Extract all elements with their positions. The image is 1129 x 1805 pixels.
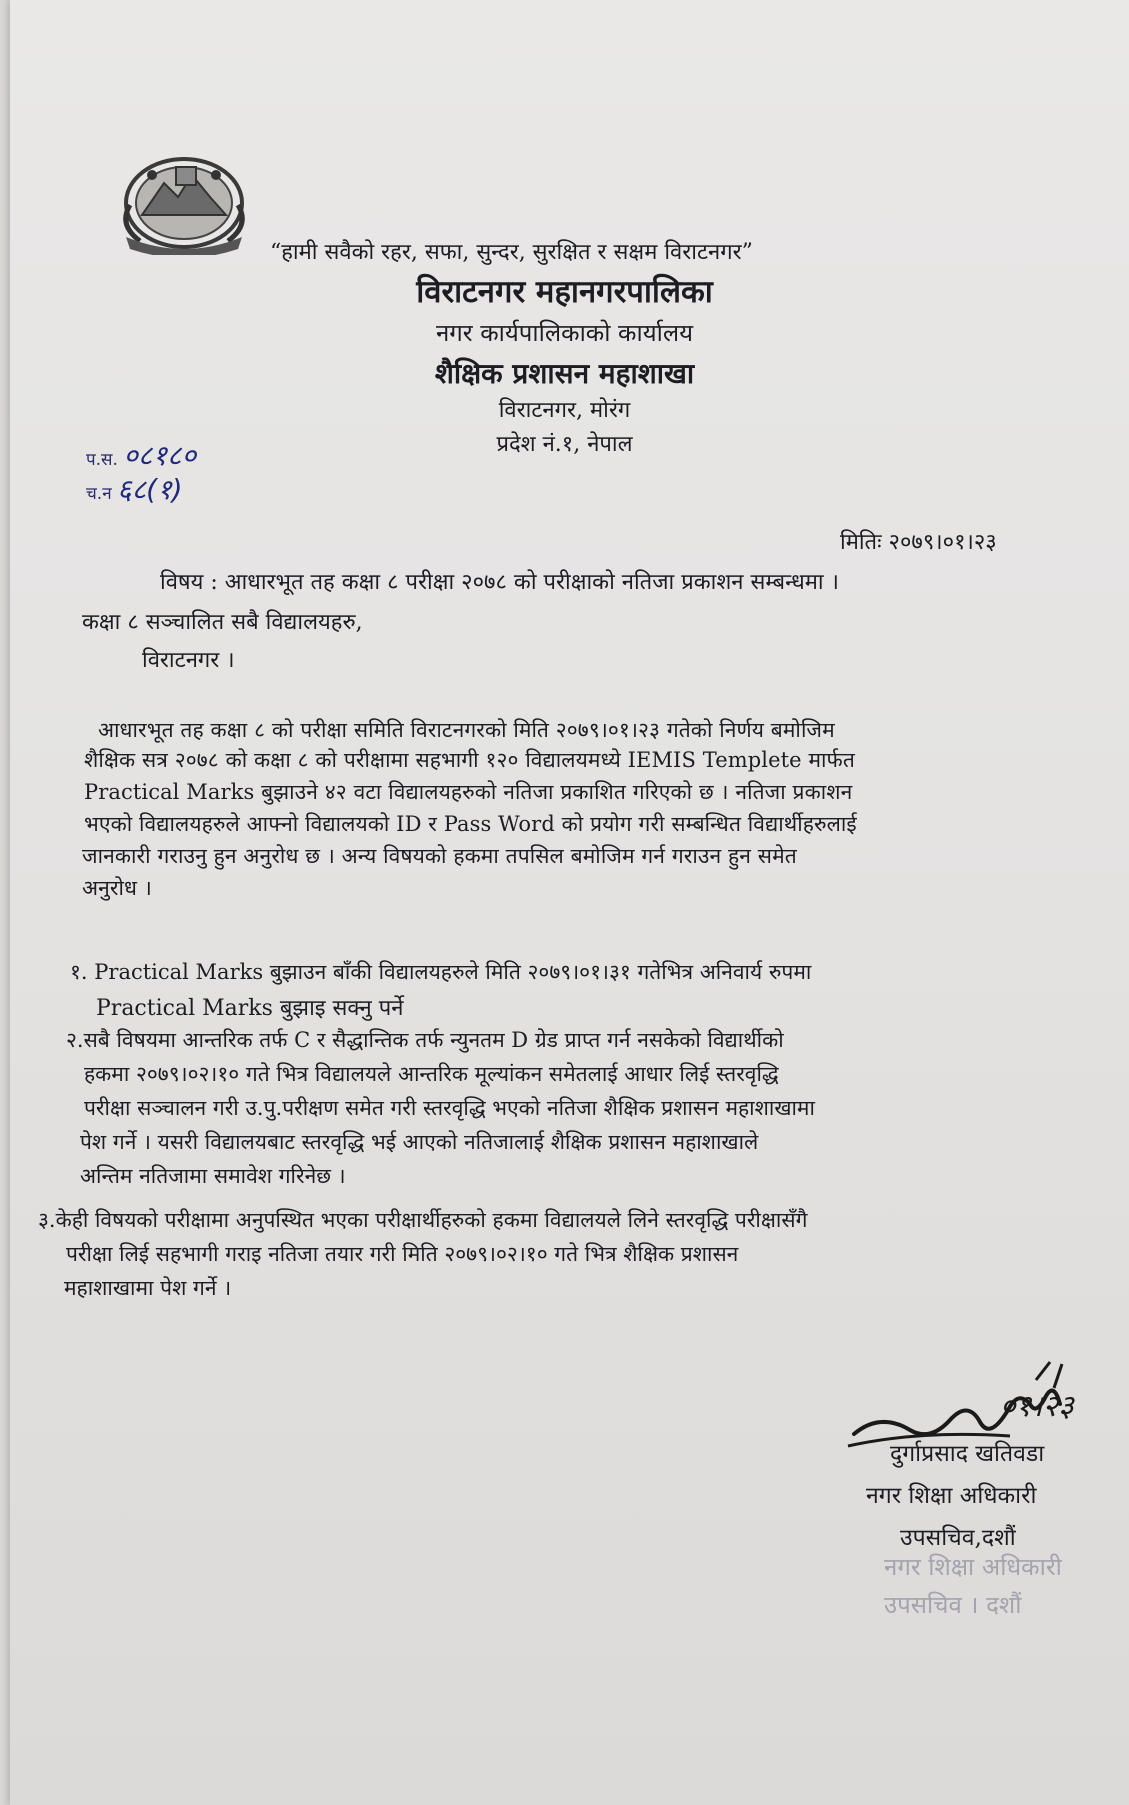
stamp-line-2: उपसचिव । दशौं [884,1591,1022,1619]
executive-office: नगर कार्यपालिकाको कार्यालय [435,319,694,347]
body-line: अनुरोध । [82,876,152,900]
signatory-rank: उपसचिव,दशौं [900,1525,1016,1551]
city-line: विराटनगर, मोरंग [498,398,631,423]
office-name: विराटनगर महानगरपालिका [416,274,713,310]
point-3-line: ३.केही विषयको परीक्षामा अनुपस्थित भएका परीक्षार्थीहरुको हकमा विद्यालयले लिने स्तरवृद्धि परीक्षासँगै [38,1208,808,1232]
signatory-name: दुर्गाप्रसाद खतिवडा [890,1441,1045,1467]
stamp-line-1: नगर शिक्षा अधिकारी [884,1553,1062,1581]
body-line: आधारभूत तह कक्षा ८ को परीक्षा समिति विराटनगरको मिति २०७९।०१।२३ गतेको निर्णय बमोजिम [98,718,835,742]
nepal-emblem-icon [112,145,257,255]
point-2-line: हकमा २०७९।०२।१० गते भित्र विद्यालयले आन्तरिक मूल्यांकन समेतलाई आधार लिई स्तरवृद्धि [84,1062,779,1086]
date-line: मितिः २०७९।०१।२३ [840,530,997,555]
body-line: Practical Marks बुझाउने ४२ वटा विद्यालयहरुको नतिजा प्रकाशित गरिएको छ । नतिजा प्रकाशन [84,780,853,804]
point-2-line: २.सबै विषयमा आन्तरिक तर्फ C र सैद्धान्तिक तर्फ न्युनतम D ग्रेड प्राप्त गर्न नसकेको विद्यार्थीको [66,1028,784,1052]
addressee-line-2: विराटनगर । [142,648,235,673]
point-1-line: १. Practical Marks बुझाउन बाँकी विद्यालयहरुले मिति २०७९।०१।३१ गतेभित्र अनिवार्य रुपमा [70,960,812,984]
body-line: भएको विद्यालयहरुले आफ्नो विद्यालयको ID र Pass Word को प्रयोग गरी सम्बन्धित विद्यार्थीहरुलाई [84,812,857,836]
official-stamp [884,1548,1062,1624]
point-3-line: परीक्षा लिई सहभागी गराइ नतिजा तयार गरी मिति २०७९।०२।१० गते भित्र शैक्षिक प्रशासन [66,1242,739,1266]
body-line: शैक्षिक सत्र २०७८ को कक्षा ८ को परीक्षामा सहभागी १२० विद्यालयमध्ये IEMIS Templete मार्फत [84,748,855,772]
signatory-title: नगर शिक्षा अधिकारी [866,1483,1037,1509]
cn-reference [86,470,183,508]
subject-line: विषय : आधारभूत तह कक्षा ८ परीक्षा २०७८ को परीक्षाको नतिजा प्रकाशन सम्बन्धमा । [160,570,839,595]
point-3-line: महाशाखामा पेश गर्ने । [64,1276,232,1300]
point-2-line: पेश गर्ने । यसरी विद्यालयबाट स्तरवृद्धि भई आएको नतिजालाई शैक्षिक प्रशासन महाशाखाले [80,1130,759,1154]
cn-label: च.न [86,484,112,504]
ps-value: ०८१८० [123,439,197,472]
province-line: प्रदेश नं.१, नेपाल [496,432,633,457]
point-2-line: अन्तिम नतिजामा समावेश गरिनेछ । [80,1164,346,1188]
motto: “हामी सवैको रहर, सफा, सुन्दर, सुरक्षित र सक्षम विराटनगर” [270,240,753,265]
addressee-line-1: कक्षा ८ सञ्चालित सबै विद्यालयहरु, [82,610,363,635]
body-line: जानकारी गराउनु हुन अनुरोध छ । अन्य विषयको हकमा तपसिल बमोजिम गर्न गराउन हुन समेत [82,844,797,868]
division-name: शैक्षिक प्रशासन महाशाखा [434,357,695,390]
ps-label: प.स. [86,450,118,470]
handwritten-date: ०१।२३ [1000,1389,1074,1424]
ps-reference [86,436,196,474]
point-2-line: परीक्षा सञ्चालन गरी उ.पु.परीक्षण समेत गरी स्तरवृद्धि भएको नतिजा शैक्षिक प्रशासन महाशाखामा [84,1096,815,1120]
point-1-line: Practical Marks बुझाइ सक्नु पर्ने [96,996,404,1021]
cn-value: ६८(१) [117,473,183,506]
